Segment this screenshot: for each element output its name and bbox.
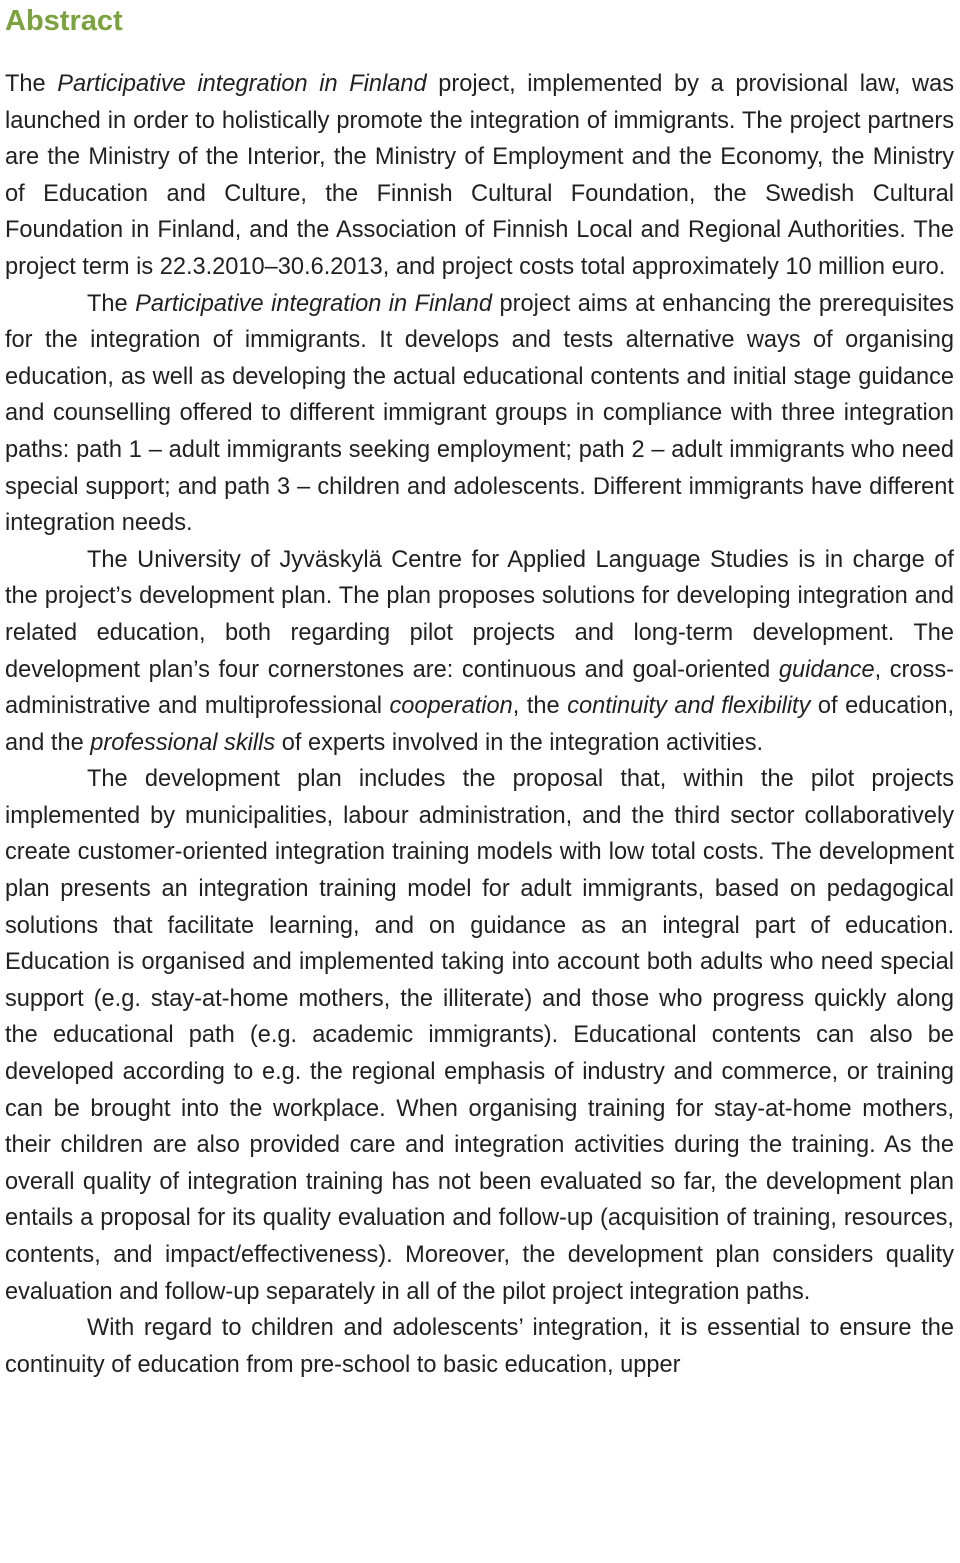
text-run: of experts involved in the integration activities. — [275, 729, 764, 756]
italic-text-run: professional skills — [90, 729, 276, 756]
text-run: The University of Jyväskylä Centre for Applied Language Studies is in charge of the project’s development plan. The plan proposes solutions for developing integration and related education, both regarding pilot projects and long-term development. The development plan’s four cornerstones are: continuous and goal-oriented — [5, 546, 954, 683]
text-run: of education, and the — [5, 693, 955, 756]
abstract-paragraph — [5, 542, 954, 762]
text-run: The — [87, 290, 136, 317]
text-run: The development plan includes the proposal that, within the pilot projects implemented by municipalities, labour administration, and the third sector collaboratively create customer-oriented integration training models with low total costs. The development plan presents an integration training model for adult immigrants, based on pedagogical solutions that facilitate learning, and on guidance as an integral part of education. Education is organised and implemented taking into account both adults who need special support (e.g. stay-at-home mothers, the illiterate) and those who progress quickly along the educational path (e.g. academic immigrants). Educational contents can also be developed according to e.g. the regional emphasis of industry and commerce, or training can be brought into the workplace. When organising training for stay-at-home mothers, their children are also provided care and integration activities during the training. As the overall quality of integration training has not been evaluated so far, the development plan entails a proposal for its quality evaluation and follow-up (acquisition of training, resources, contents, and impact/effectiveness). Moreover, the development plan considers quality evaluation and follow-up separately in all of the pilot project integration paths. — [5, 766, 954, 1305]
italic-text-run: Participative integration in Finland — [57, 71, 427, 97]
text-run: , the — [512, 693, 568, 720]
abstract-paragraph — [5, 761, 954, 1310]
text-run: With regard to children and adolescents’ integration, it is essential to ensure the continuity of education from pre-school to basic education, upper — [5, 1315, 954, 1378]
abstract-paragraph — [5, 1310, 954, 1383]
text-run: , cross-administrative and multiprofessional — [5, 656, 954, 720]
abstract-paragraph — [5, 66, 954, 286]
italic-text-run: Participative integration in Finland — [135, 290, 493, 317]
italic-text-run: guidance — [778, 656, 875, 683]
text-run: project, implemented by a provisional law, was launched in order to holistically promote the integration of immigrants. The project partners are the Ministry of the Interior, the Ministry of Employment and the Economy, the Ministry of Education and Culture, the Finnish Cultural Foundation, the Swedish Cultural Foundation in Finland, and the Association of Finnish Local and Regional Authorities. The project term is 22.3.2010–30.6.2013, and project costs total approximately 10 million euro. — [5, 71, 954, 280]
text-run: project aims at enhancing the prerequisites for the integration of immigrants. It develops and tests alternative ways of organising education, as well as developing the actual educational contents and initial stage guidance and counselling offered to different immigrant groups in compliance with three integration paths: path 1 – adult immigrants seeking employment; path 2 – adult immigrants who need special support; and path 3 – children and adolescents. Different immigrants have different integration needs. — [5, 290, 954, 537]
italic-text-run: cooperation — [389, 693, 513, 720]
abstract-paragraph — [5, 286, 954, 542]
abstract-body — [5, 66, 954, 1383]
italic-text-run: continuity and flexibility — [567, 693, 811, 720]
abstract-heading: Abstract — [5, 5, 123, 37]
text-run: The — [5, 71, 58, 97]
